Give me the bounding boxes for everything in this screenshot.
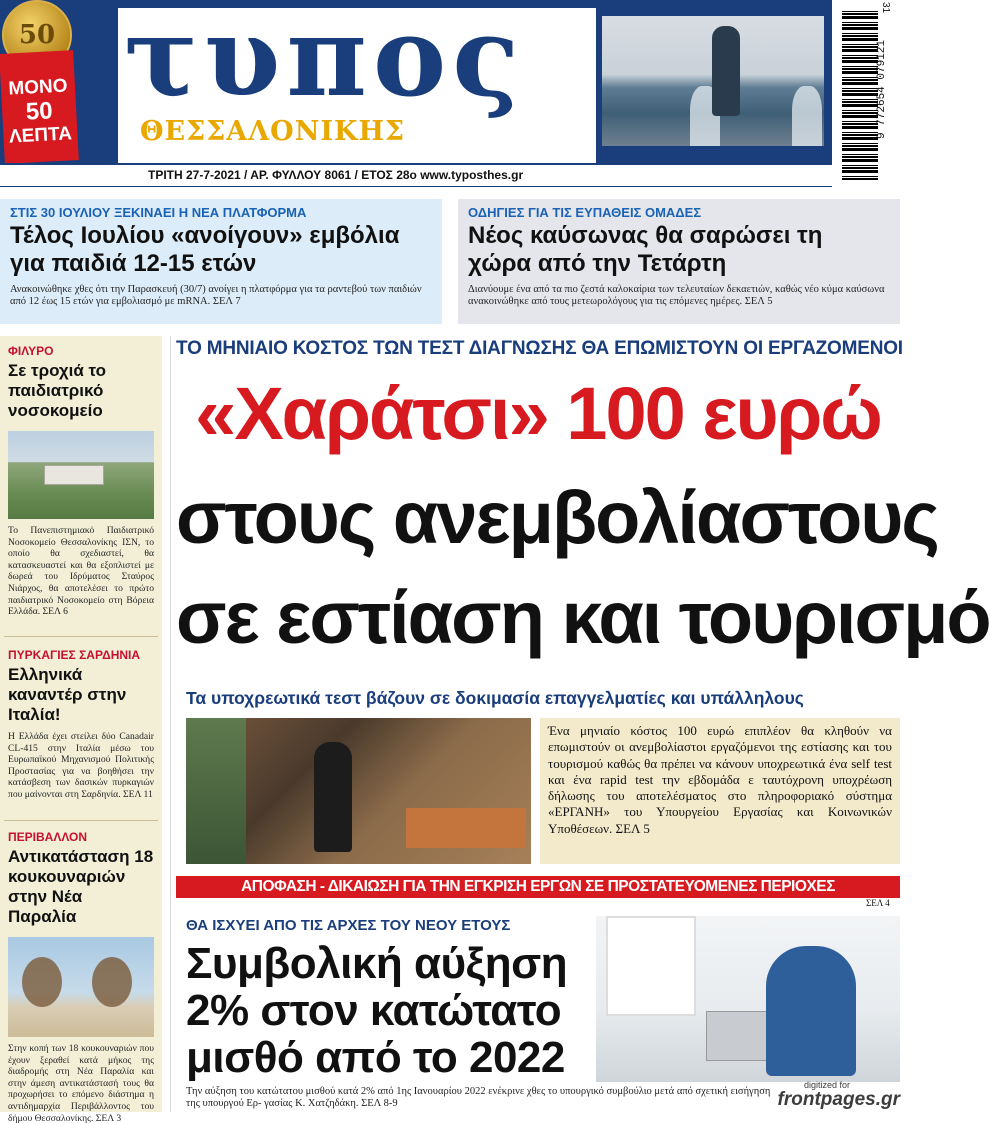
tree-shape xyxy=(22,957,62,1007)
person-figure xyxy=(712,26,740,116)
pine-trees-photo xyxy=(8,937,154,1037)
story-title[interactable]: Νέος καύσωνας θα σαρώσει τη χώρα από την Τετάρτη xyxy=(468,222,823,277)
man-figure xyxy=(766,946,856,1076)
sidebar-title[interactable]: Ελληνικά καναντέρ στην Ιταλία! xyxy=(8,665,127,724)
window-shape xyxy=(606,916,696,1016)
main-story-text: Ένα μηνιαίο κόστος 100 ευρώ επιπλέον θα κληθούν να επωμιστούν οι ανεμβολίαστοι εργαζόμενοι της εστίασης και του τουρισμού καθώς θα πρέπει να κάνουν υποχρεωτικά ένα self test και ένα rapid test την εβδομάδα ε ταυτόχρονη υποχρέωση δήλωσης του αποτελέσματος στο πληροφοριακό σύστημα «ΕΡΓΑΝΗ» του Υπουργείου Εργασίας και Κοινωνικών Υποθέσεων. ΣΕΛ 5 xyxy=(540,718,900,864)
table-shape xyxy=(406,808,526,848)
barcode-issue: 31 xyxy=(880,1,892,14)
main-headline-line-2[interactable]: στους ανεμβολίαστους xyxy=(176,476,938,559)
main-headline-line-3[interactable]: σε εστίαση και τουρισμό xyxy=(176,576,990,659)
sidebar-story-pines[interactable] xyxy=(0,830,162,1124)
watermark xyxy=(752,1080,900,1112)
main-kicker: ΤΟ ΜΗΝΙΑΙΟ ΚΟΣΤΟΣ ΤΩΝ ΤΕΣΤ ΔΙΑΓΝΩΣΗΣ ΘΑ ΕΠΩΜΙΣΤΟΥΝ ΟΙ ΕΡΓΑΖΟΜΕΝΟΙ xyxy=(176,338,903,359)
column-divider xyxy=(170,336,171,1112)
watermark-line-1: digitized for xyxy=(803,1080,850,1090)
price-badge xyxy=(0,50,79,164)
story-text: Διανύουμε ένα από τα πιο ζεστά καλοκαίρια των τελευταίων δεκαετιών, καθώς νέο κύμα καύσωνα ανακοινώθηκε από τους μετεωρολόγους για τις επόμενες ημέρες. ΣΕΛ 5 xyxy=(468,284,885,307)
office-workers-photo xyxy=(596,916,900,1082)
tree-shape xyxy=(92,957,132,1007)
story-text: Ανακοινώθηκε χθες ότι την Παρασκευή (30/7) ανοίγει η πλατφόρμα για τα ραντεβού των παιδιών από 12 έως 15 ετών για εμβολιασμό με mRNA. ΣΕΛ 7 xyxy=(10,284,422,307)
sidebar-kicker: ΦΙΛΥΡΟ xyxy=(8,344,54,358)
sidebar-title[interactable]: Αντικατάσταση 18 κουκουναριών στην Νέα Παραλία xyxy=(8,847,154,926)
sidebar-text: Το Πανεπιστημιακό Παιδιατρικό Νοσοκομείο Θεσσαλονίκης ΙΣΝ, το οποίο θα σχεδιαστεί, θα κατασκευαστεί και θα εξοπλιστεί με δωρεά του Ιδρύματος Σταύρος Νιάρχος, θα αποτελέσει το πρώτο παιδιατρικό Νοσοκομείο στη Βόρεια Ελλάδα. ΣΕΛ 6 xyxy=(8,525,154,618)
masthead-photo-heatwave xyxy=(602,16,824,146)
cafe-waitress-photo xyxy=(186,718,531,864)
hospital-photo xyxy=(8,431,154,519)
barcode xyxy=(840,0,900,195)
barcode-bars xyxy=(842,10,878,180)
sidebar-divider xyxy=(4,636,158,637)
watermark-line-2: frontpages.gr xyxy=(777,1089,900,1110)
sidebar-title[interactable]: Σε τροχιά το παιδιατρικό νοσοκομείο xyxy=(8,361,107,420)
sidebar-text: Η Ελλάδα έχει στείλει δύο Canadair CL-415 στην Ιταλία μέσω του Ευρωπαϊκού Μηχανισμού Πολιτικής Προστασίας για να βοηθήσει την κατάσβεση των δασικών πυρκαγιών που μαίνονται στη Σαρδηνία. ΣΕΛ 11 xyxy=(8,731,154,800)
newspaper-logo-subtitle: ΘΕΣΣΑΛΟΝΙΚΗΣ xyxy=(140,116,406,147)
sidebar-story-hospital[interactable] xyxy=(0,344,162,618)
sidebar-story-sardinia[interactable] xyxy=(0,648,162,801)
sidebar-kicker: ΠΥΡΚΑΓΙΕΣ ΣΑΡΔΗΝΙΑ xyxy=(8,648,141,662)
sidebar-kicker: ΠΕΡΙΒΑΛΛΟΝ xyxy=(8,830,88,844)
dateline-bar xyxy=(0,163,832,187)
newspaper-logo[interactable]: τυπος xyxy=(124,0,526,121)
price-line-2: 50 xyxy=(25,97,54,126)
story-kicker: ΟΔΗΓΙΕΣ ΓΙΑ ΤΙΣ ΕΥΠΑΘΕΙΣ ΟΜΑΔΕΣ xyxy=(468,205,702,220)
main-subheadline: Τα υποχρεωτικά τεστ βάζουν σε δοκιμασία επαγγελματίες και υπάλληλους xyxy=(186,688,804,708)
waitress-figure xyxy=(314,742,352,852)
red-banner-page: ΣΕΛ 4 xyxy=(866,898,890,908)
story-title[interactable]: Τέλος Ιουλίου «ανοίγουν» εμβόλια για παιδιά 12-15 ετών xyxy=(10,222,400,277)
building-shape xyxy=(44,465,104,485)
bottom-story-text: Την αύξηση του κατώτατου μισθού κατά 2% από 1ης Ιανουαρίου 2022 ενέκρινε χθες το υπουργικό συμβούλιο μετά από σχετική εισήγηση της υπουργού Ερ- γασίας Κ. Χατζηδάκη. ΣΕΛ 8-9 xyxy=(186,1086,771,1109)
red-banner-headline[interactable]: ΑΠΟΦΑΣΗ - ΔΙΚΑΙΩΣΗ ΓΙΑ ΤΗΝ ΕΓΚΡΙΣΗ ΕΡΓΩΝ ΣΕ ΠΡΟΣΤΑΤΕΥΟΜΕΝΕΣ ΠΕΡΙΟΧΕΣ xyxy=(176,876,900,898)
dateline-text: ΤΡΙΤΗ 27-7-2021 / ΑΡ. ΦΥΛΛΟΥ 8061 / ΕΤΟΣ 28ο www.typosthes.gr xyxy=(148,168,524,182)
coin-icon: 50 xyxy=(2,0,72,70)
barcode-number: 9 772654 079121 xyxy=(876,40,888,140)
story-kicker: ΣΤΙΣ 30 ΙΟΥΛΙΟΥ ΞΕΚΙΝΑΕΙ Η ΝΕΑ ΠΛΑΤΦΟΡΜΑ xyxy=(10,205,307,220)
left-sidebar xyxy=(0,336,162,1124)
sidebar-text: Στην κοπή των 18 κουκουναριών που έχουν ξεραθεί κατά μήκος της διαδρομής στη Νέα Παραλία και στην άμεση αντικατάστασή τους θα προχωρήσει το επόμενο διάστημα η αντιδημαρχία Περιβάλλοντος του δήμου Θεσσαλονίκης. ΣΕΛ 3 xyxy=(8,1043,154,1124)
plants-shape xyxy=(186,718,246,864)
bottom-kicker: ΘΑ ΙΣΧΥΕΙ ΑΠΟ ΤΙΣ ΑΡΧΕΣ ΤΟΥ ΝΕΟΥ ΕΤΟΥΣ xyxy=(186,917,511,934)
fountain-shape xyxy=(792,86,822,146)
price-line-1: ΜΟΝΟ xyxy=(7,75,69,100)
bottom-headline[interactable]: Συμβολική αύξηση 2% στον κατώτατο μισθό από το 2022 xyxy=(186,939,568,1082)
main-headline-line-1[interactable]: «Χαράτσι» 100 ευρώ xyxy=(195,372,881,455)
top-story-vaccines[interactable] xyxy=(0,199,442,324)
price-line-3: ΛΕΠΤΑ xyxy=(8,123,73,148)
top-story-heatwave[interactable] xyxy=(458,199,900,324)
sidebar-divider xyxy=(4,820,158,821)
